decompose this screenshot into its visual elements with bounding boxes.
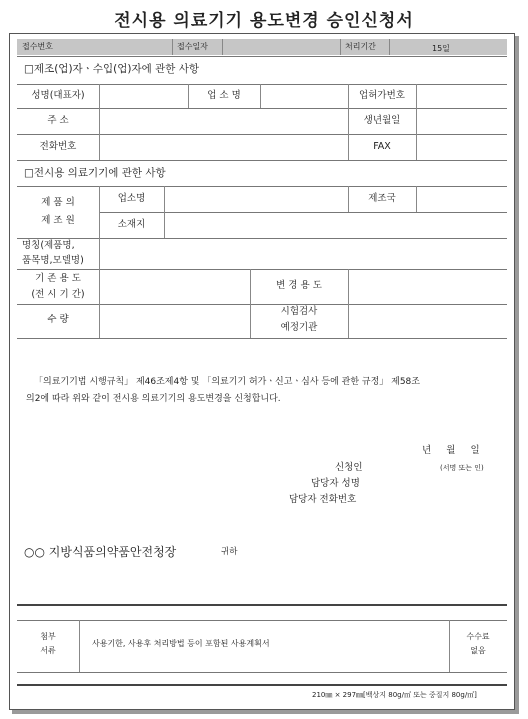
row-line [17,134,507,135]
row-line [17,269,507,270]
col-line [416,84,417,160]
frame-shadow-right [515,36,519,713]
row-line [17,338,507,339]
birth-label: 생년월일 [363,115,401,126]
product-name-label-line1: 명칭(제품명, [22,240,75,251]
phone-label: 전화번호 [39,141,77,152]
license-no-label: 업허가번호 [359,90,405,101]
changed-use-label: 변 경 용 도 [276,280,322,291]
attach-bottom-border [17,672,507,673]
staff-name-label: 담당자 성명 [311,478,360,489]
attach-col-line [79,620,80,672]
row-line [17,108,507,109]
header-cell-divider [389,39,390,55]
row-line [17,160,507,161]
receipt-no-label: 접수번호 [22,42,53,51]
fax-label: FAX [373,141,391,152]
fee-label: 수수료 [466,632,490,641]
maker-country-label: 제조국 [368,193,396,204]
col-line [164,186,165,238]
sign-note: (서명 또는 인) [440,464,484,472]
col-line [260,84,261,108]
col-line [416,186,417,212]
company-label: 업 소 명 [207,90,241,101]
section2-title: □전시용 의료기기에 관한 사항 [24,167,166,179]
col-line [348,269,349,338]
attach-content: 사용기한, 사용후 처리방법 등이 포함된 사용계획서 [92,639,270,648]
paper-spec: 210㎜ × 297㎜[백상지 80g/㎡ 또는 중질지 80g/㎡] [312,691,477,699]
row-line [17,186,507,187]
date-line: 년 월 일 [422,445,480,456]
attach-bottom-rule [17,684,507,686]
row-line [17,238,507,239]
maker-label-line1: 제 품 의 [41,197,75,208]
processing-period-label: 처리기간 [345,42,376,51]
processing-days: 15일 [432,44,450,53]
row-line [99,212,507,213]
staff-phone-label: 담당자 전화번호 [289,494,357,505]
maker-label-line2: 제 조 원 [41,215,75,226]
fee-value: 없음 [470,646,486,655]
orig-use-label-line2: (전 시 기 간) [31,289,85,300]
name-rep-label: 성명(대표자) [31,90,85,101]
attach-label-line2: 서류 [40,646,56,655]
col-line [99,84,100,160]
receipt-date-label: 접수일자 [177,42,208,51]
addressee: ○○ 지방식품의약품안전청장 [24,545,177,559]
frame-shadow-bottom [12,710,519,714]
applicant-label: 신청인 [335,462,363,473]
attach-top-border-inner [17,620,507,621]
test-agency-label-line2: 예정기관 [280,322,318,333]
header-cell-divider [172,39,173,55]
section1-title: □제조(업)자ㆍ수입(업)자에 관한 사항 [24,63,199,75]
product-name-label-line2: 품목명,모델명) [22,255,84,266]
attach-label-line1: 첨부 [40,632,56,641]
header-cell-divider [222,39,223,55]
statement-line2: 의2에 따라 위와 같이 전시용 의료기기의 용도변경을 신청합니다. [26,394,281,404]
test-agency-label-line1: 시험검사 [280,306,318,317]
attach-top-border [17,604,507,606]
form-title: 전시용 의료기기 용도변경 승인신청서 [114,11,414,31]
header-cell-divider [340,39,341,55]
maker-location-label: 소재지 [117,219,146,230]
statement-line1: 「의료기기법 시행규칙」 제46조제4항 및 「의료기기 허가ㆍ신고ㆍ심사 등에 관한 규정」 제58조 [34,377,420,387]
quantity-label: 수 량 [47,314,69,325]
maker-name-label: 업소명 [117,193,146,204]
address-label: 주 소 [47,115,69,126]
header-underline [17,56,507,57]
addressee-suffix: 귀하 [221,547,238,557]
orig-use-label-line1: 기 존 용 도 [35,273,81,284]
row-line [17,84,507,85]
col-line [99,186,100,338]
